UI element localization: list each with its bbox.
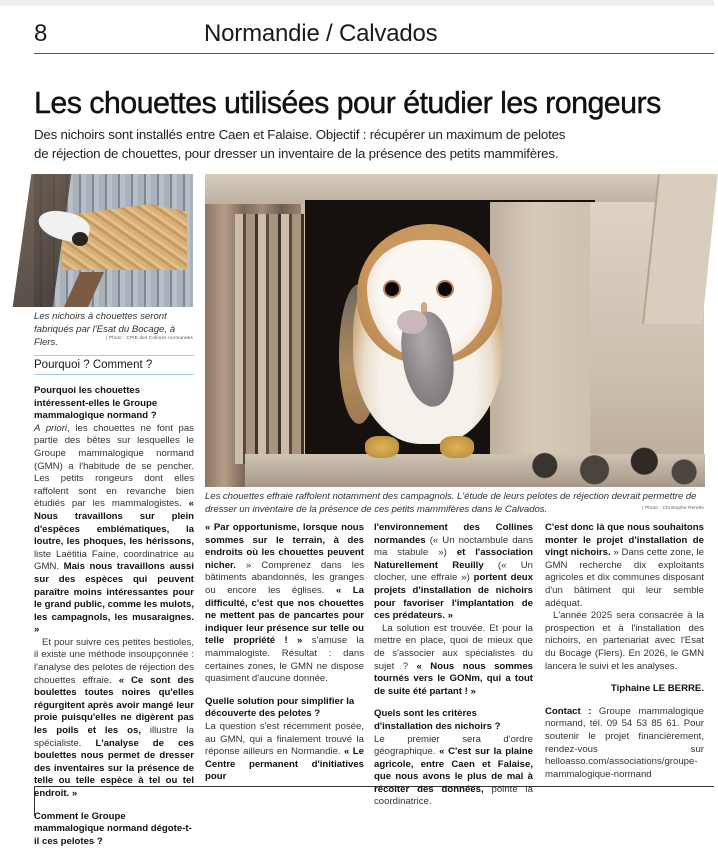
question-heading: Pourquoi les chouettes intéressent-elles le Groupe mammalogique normand ? xyxy=(34,385,158,422)
paragraph: l'environnement des Collines normandes (« Un noctambule dans ma stabule ») et l'association Naturellement Reuilly (« Un clocher, une effraie ») portent deux projets d'installation de nichoirs pour favoriser l'implantation de ces prédateurs. » xyxy=(374,522,533,622)
viewer-top-bar xyxy=(0,0,714,6)
small-photo-credit: | Photo : CPIE des Collines normandes xyxy=(106,335,193,340)
article-column-3 xyxy=(374,522,533,809)
paragraph: L'année 2025 sera consacrée à la prospection et à l'installation des nichoirs, en partenariat avec l'Esat du Bocage (Flers). En 2026, le GMN lancera le suivi et les analyses. xyxy=(545,610,704,672)
sidebar-box-header xyxy=(34,355,194,375)
section-title: Normandie / Calvados xyxy=(204,20,438,47)
quote: « Le Centre permanent d'initiatives pour xyxy=(205,746,364,783)
article-standfirst xyxy=(34,125,634,163)
sidebar-box-title: Pourquoi ? Comment ? xyxy=(34,359,153,371)
owl-pellets xyxy=(505,444,704,487)
contact-info: Contact : Groupe mammalogique normand, tél. 09 54 53 85 61. Pour soutenir le projet financièrement, rendez-vous sur helloasso.com/associations/groupe-mammalogique-normand xyxy=(545,705,704,780)
quote: « Nous nous sommes tournés vers le GONm, qui a tout de suite été partant ! » xyxy=(374,660,533,697)
quote: Mais nous travaillons aussi sur des espèces qui peuvent paraître moins intéressantes pour le grand public, comme les mulots, les campagnols, les musaraignes. » xyxy=(34,561,194,636)
next-article-frame xyxy=(34,786,714,816)
paragraph: A priori, les chouettes ne font pas partie des bêtes sur lesquelles le Groupe mammalogique normand (GMN) a l'habitude de se pencher. Les petits rongeurs dont elles raffolent sont en revanche bien étudiés par les mammalogistes. « Nous travaillons sur plein d'espèces emblématiques, la loutre, les phoques, les hérissons, liste Laëtitia Faine, coordinatrice au GMN. Mais nous travaillons aussi sur des espèces qui peuvent paraître moins intéressantes pour le grand public, comme les mulots, les campagnols, les musaraignes. » xyxy=(34,422,194,636)
paragraph: La question s'est récemment posée, au GMN, qui a finalement trouvé la réponse ailleurs en Normandie. « Le Centre permanent d'initiatives pour xyxy=(205,720,364,783)
article-column-1 xyxy=(34,385,194,848)
paragraph: C'est donc là que nous souhaitons monter le projet d'installation de vingt nichoirs. » Dans cette zone, le GMN recherche dix exploitants agricoles et dix communes disposant d'un bâtiment qui leur semble adéquat. xyxy=(545,522,704,609)
small-photo-caption: Les nichoirs à chouettes seront fabriqués par l'Esat du Bocage, à Flers. xyxy=(34,311,176,348)
owl-talon-right xyxy=(440,436,474,458)
main-photo-credit: | Photo : Christophe Perelle xyxy=(642,505,704,510)
article-column-4 xyxy=(545,522,704,781)
standfirst-line-2: de réjection de chouettes, pour dresser un inventaire de la présence des petits mammifères. xyxy=(34,146,559,161)
nest-box-photo xyxy=(34,174,193,307)
paragraph: Le premier sera d'ordre géographique. « C'est sur la plaine agricole, entre Caen et Falaise, que nous avons le plus de mal à récolter des données, pointe la coordinatrice. xyxy=(374,733,534,808)
barn-owl-photo xyxy=(205,174,704,487)
quote: « Ce sont des boulettes toutes noires qu'elles régurgitent après avoir mangé leur proie puisqu'elles ne digèrent pas les poils et les os, xyxy=(34,674,194,737)
standfirst-line-1: Des nichoirs sont installés entre Caen et Falaise. Objectif : récupérer un maximum de pelotes xyxy=(34,127,566,142)
main-photo-caption: Les chouettes effraie raffolent notamment des campagnols. L'étude de leurs pelotes de réjection devrait permettre de dresser un inventaire de la présence de ces petits mammifères dans le Calvados. xyxy=(205,491,697,515)
paragraph: « Par opportunisme, lorsque nous sommes sur le terrain, à des endroits où les chouettes peuvent nicher. » Comprenez dans les bâtiments abandonnés, les granges ou encore les églises. « La difficulté, c'est que nos chouettes ne mettent pas de pancartes pour indiquer leur présence sur telle ou telle propriété ! » s'amuse la mammalogiste. Résultat : dans certaines zones, le GMN ne dispose quasiment d'aucune donnée. xyxy=(205,522,365,685)
article-column-2 xyxy=(205,522,364,784)
quote: C'est donc là que nous souhaitons monter le projet d'installation de vingt nichoirs. xyxy=(545,522,704,559)
owl-talon-left xyxy=(365,436,399,458)
author-signature: Tiphaine LE BERRE. xyxy=(610,683,704,695)
quote: « Nous travaillons sur plein d'espèces emblématiques, la loutre, les phoques, les hérissons, xyxy=(34,498,194,548)
quote: « Par opportunisme, lorsque nous sommes sur le terrain, à des endroits où les chouettes peuvent nicher. xyxy=(205,522,364,571)
quote: « C'est sur la plaine agricole, entre Caen et Falaise, que nous avons le plus de mal à récolter des données, xyxy=(374,746,534,795)
article-headline: Les chouettes utilisées pour étudier les rongeurs xyxy=(34,86,661,120)
owl-eye-right xyxy=(438,282,452,296)
question-heading: Quelle solution pour simplifier la découverte des pelotes ? xyxy=(205,695,355,720)
owl-eye-left xyxy=(385,282,399,296)
page-header xyxy=(34,18,714,54)
question-heading: Comment le Groupe mammalogique normand dégote-t-il ces pelotes ? xyxy=(34,810,192,847)
quote: « La difficulté, c'est que nos chouettes ne mettent pas de pancartes pour indiquer leur présence sur telle ou telle propriété ! » xyxy=(205,584,365,647)
page-number: 8 xyxy=(34,20,48,47)
paragraph: Et pour suivre ces petites bestioles, il existe une méthode insoupçonnée : l'analyse des pelotes de réjection des chouettes effraie. « Ce sont des boulettes toutes noires qu'elles régurgitent après avoir mangé leur proie puisqu'elles ne digèrent pas les poils et les os, illustre la spécialiste. L'analyse de ces boulettes nous permet de dresser des inventaires sur la présence de telle ou telle espèce à tel ou tel endroit. » xyxy=(34,636,194,799)
question-heading: Quels sont les critères d'installation des nichoirs ? xyxy=(374,708,501,732)
paragraph: La solution est trouvée. Et pour la mettre en place, quoi de mieux que de s'associer aux spécialistes du sujet ? « Nous nous sommes tournés vers le GONm, qui a tout de suite été partant ! » xyxy=(374,622,533,697)
quote: L'analyse de ces boulettes nous permet de dresser des inventaires sur la présence de telle ou telle espèce à tel ou tel endroit. » xyxy=(34,737,194,799)
